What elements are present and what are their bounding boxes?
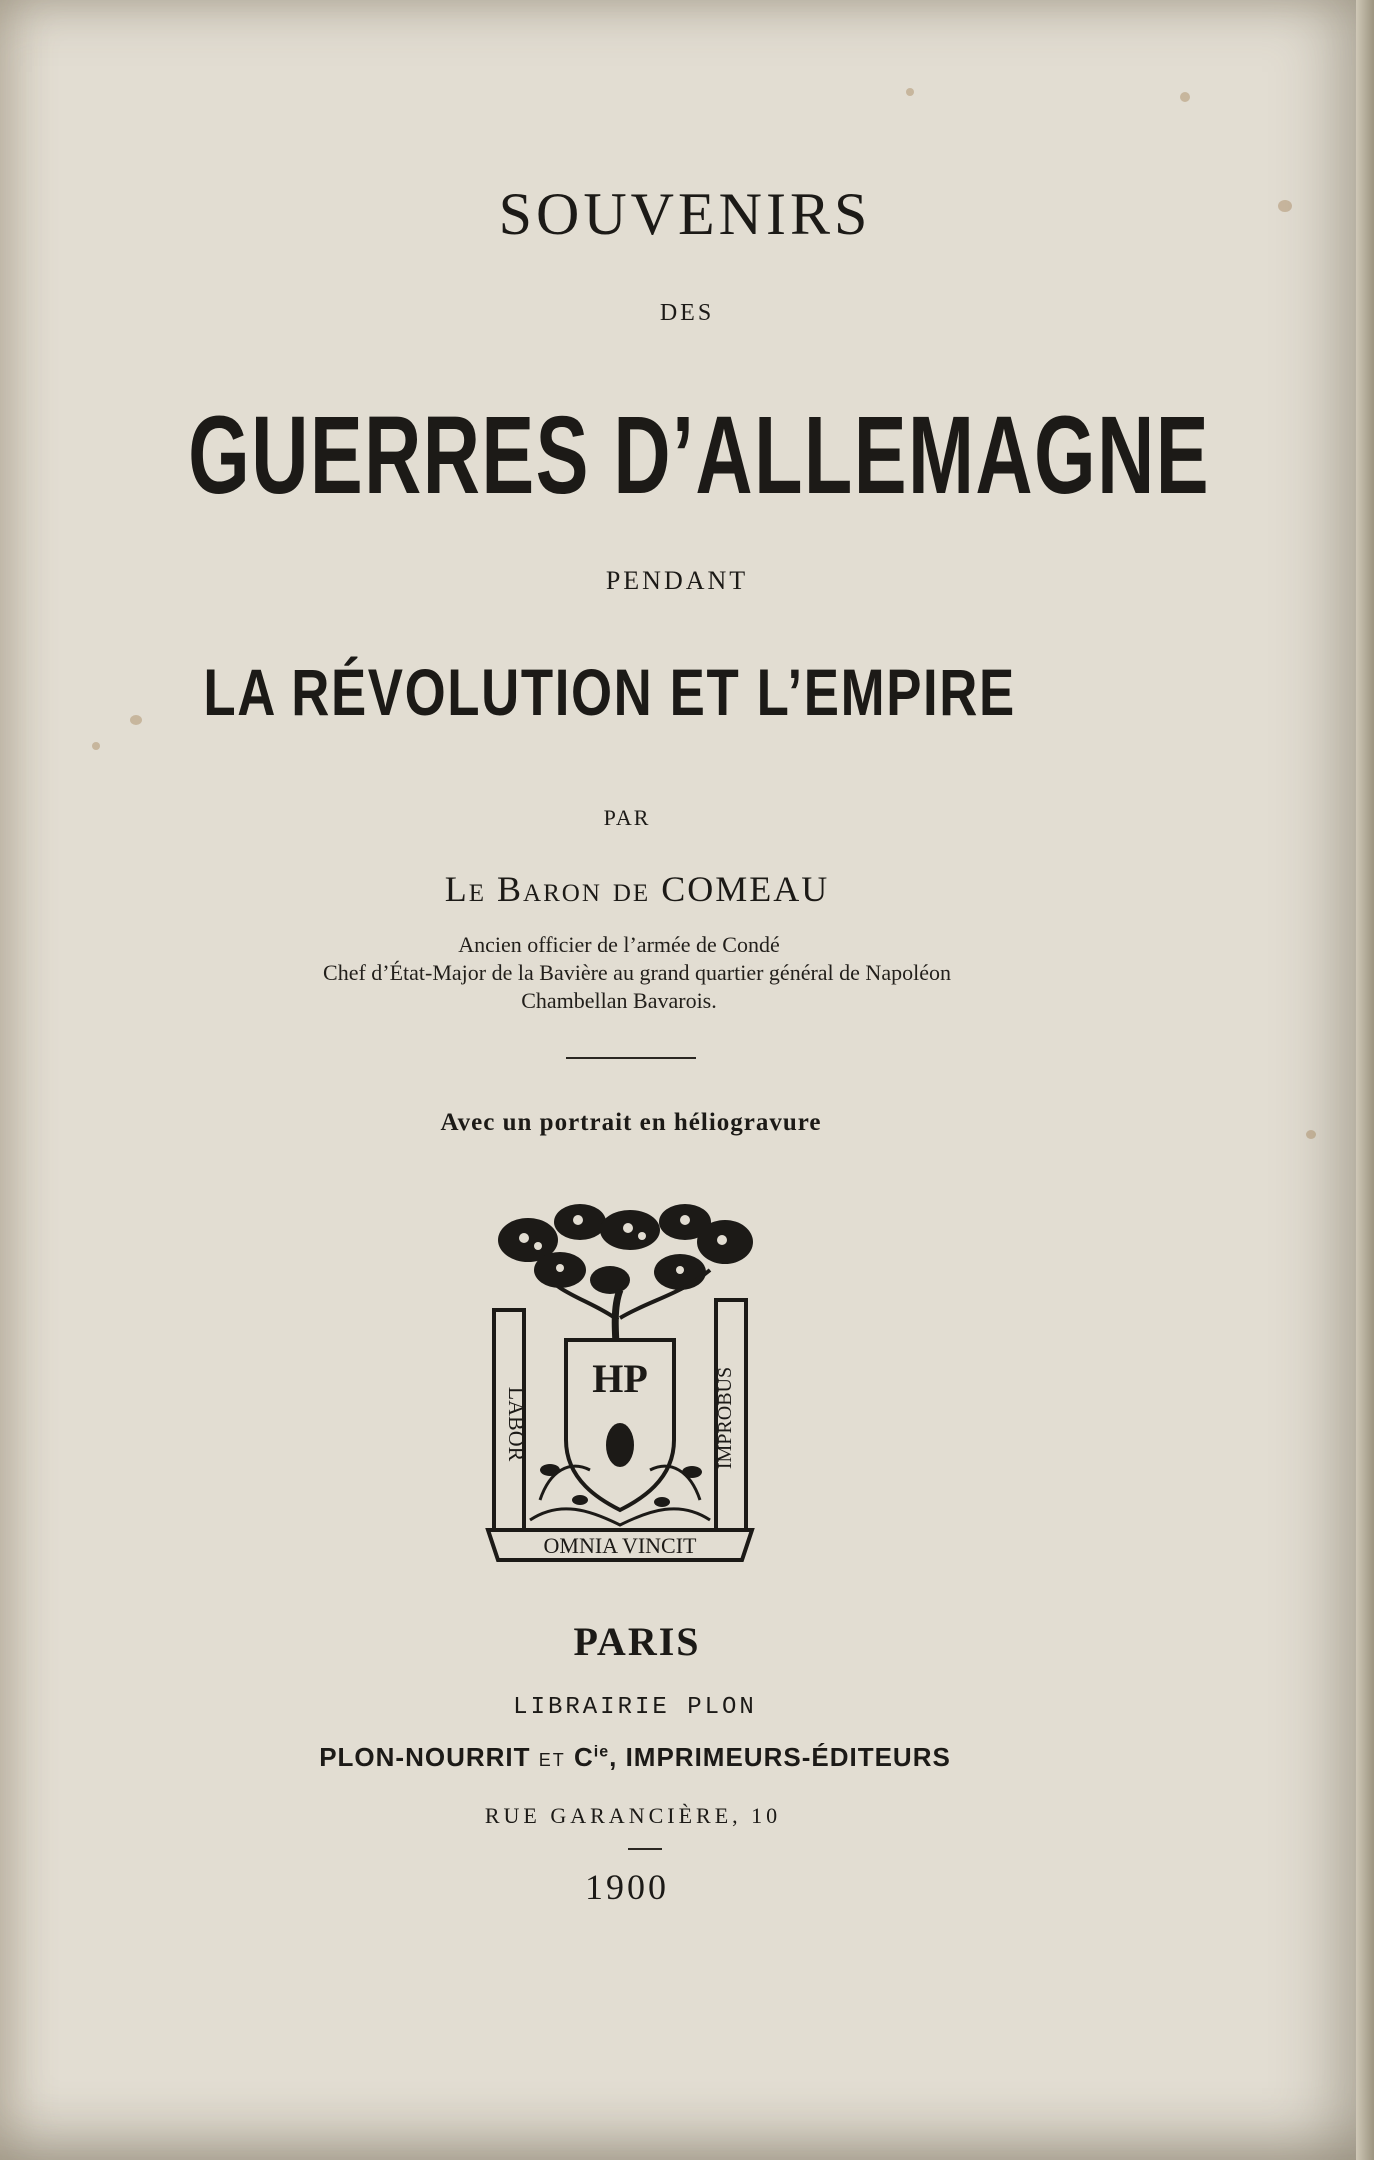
title-pendant: PENDANT [605,566,749,595]
emblem-monogram: HP [592,1356,648,1401]
author-name: COMEAU [661,869,830,909]
motto-bottom: OMNIA VINCIT [543,1533,697,1558]
printer-role: , IMPRIMEURS-ÉDITEURS [609,1742,951,1772]
foxing-spot [92,742,100,750]
author-role: Ancien officier de l’armée de Condé [458,932,780,957]
title-revolution: LA RÉVOLUTION ET L’EMPIRE [203,655,1016,729]
imprint-printer [0,1742,1322,1773]
imprint-year: 1900 [585,1867,669,1907]
printer-et: ET [538,1750,566,1770]
title-guerres: GUERRES D’ALLEMAGNE [188,394,1210,517]
printer-ie: ie [593,1743,610,1761]
by-line: PAR [603,805,651,830]
imprint-address: RUE GARANCIÈRE, 10 [484,1803,782,1828]
printer-c: C [574,1742,594,1772]
imprint-publisher: LIBRAIRIE PLON [513,1694,757,1721]
short-rule [628,1848,662,1850]
title-des: DES [659,300,715,326]
author-role: Chef d’État-Major de la Bavière au grand quartier général de Napoléon [323,960,951,985]
motto-left: LABOR [504,1386,529,1462]
author-role: Chambellan Bavarois. [521,988,717,1013]
printer-name: PLON-NOURRIT [319,1742,531,1772]
author-prefix: Le Baron de [444,869,651,909]
foxing-spot [1180,92,1190,102]
divider-rule [566,1057,696,1059]
author-line [0,868,1324,910]
motto-right: IMPROBUS [714,1366,736,1470]
foxing-spot [906,88,914,96]
imprint-city: PARIS [573,1619,701,1664]
title-souvenirs: SOUVENIRS [498,181,872,247]
illustration-note: Avec un portrait en héliogravure [440,1109,822,1136]
publisher-emblem [480,1200,760,1570]
